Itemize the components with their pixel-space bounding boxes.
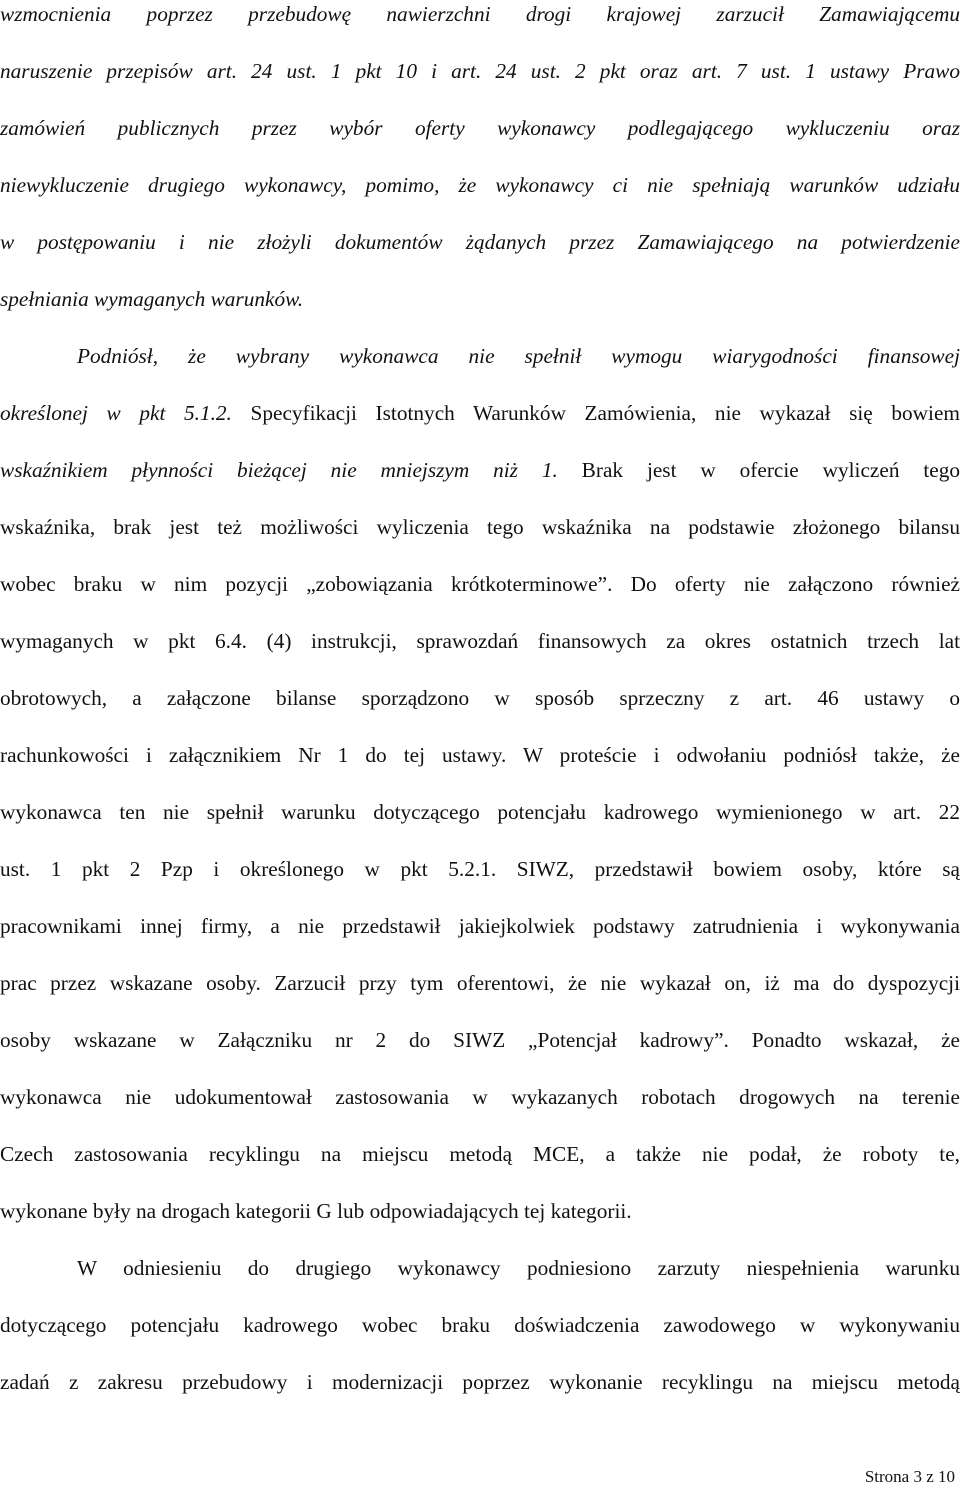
text-segment: wymaganych w pkt 6.4. (4) instrukcji, sprawozdań finansowych za okres ostatnich trzech lat [0,629,960,653]
text-segment: Czech zastosowania recyklingu na miejscu metodą MCE, a także nie podał, że roboty te, [0,1142,960,1166]
text-segment: w postępowaniu i nie złożyli dokumentów żądanych przez Zamawiającego na potwierdzenie [0,230,960,254]
text-line [0,955,960,1012]
text-segment: prac przez wskazane osoby. Zarzucił przy tym oferentowi, że nie wykazał on, iż ma do dyspozycji [0,971,960,995]
text-segment: Specyfikacji Istotnych Warunków Zamówienia, nie wykazał się bowiem [231,401,960,425]
text-segment: zamówień publicznych przez wybór oferty wykonawcy podlegającego wykluczeniu oraz [0,116,960,140]
text-segment: naruszenie przepisów art. 24 ust. 1 pkt 10 i art. 24 ust. 2 pkt oraz art. 7 ust. 1 ustawy Prawo [0,59,960,83]
text-segment: wykonawca ten nie spełnił warunku dotyczącego potencjału kadrowego wymienionego w art. 22 [0,800,960,824]
text-segment: wskaźnika, brak jest też możliwości wyliczenia tego wskaźnika na podstawie złożonego bilansu [0,515,960,539]
text-line [0,385,960,442]
text-line [0,613,960,670]
text-line [0,1354,960,1411]
text-line [0,271,960,328]
text-line [0,670,960,727]
text-segment: dotyczącego potencjału kadrowego wobec braku doświadczenia zawodowego w wykonywaniu [0,1313,960,1337]
text-line [0,898,960,955]
text-segment: Podniósł, że wybrany wykonawca nie spełnił wymogu wiarygodności finansowej [77,344,960,368]
text-line [0,0,960,43]
text-segment: wzmocnienia poprzez przebudowę nawierzchni drogi krajowej zarzucił Zamawiającemu [0,2,960,26]
text-segment: spełniania wymaganych warunków. [0,287,304,311]
text-line [0,556,960,613]
text-segment: zadań z zakresu przebudowy i modernizacji poprzez wykonanie recyklingu na miejscu metodą [0,1370,960,1394]
text-segment: wykonawca nie udokumentował zastosowania w wykazanych robotach drogowych na terenie [0,1085,960,1109]
text-segment: obrotowych, a załączone bilanse sporządzono w sposób sprzeczny z art. 46 ustawy o [0,686,960,710]
text-line [0,1069,960,1126]
text-segment: W odniesieniu do drugiego wykonawcy podniesiono zarzuty niespełnienia warunku [77,1256,960,1280]
text-segment: pracownikami innej firmy, a nie przedstawił jakiejkolwiek podstawy zatrudnienia i wykonywania [0,914,960,938]
text-line [0,1183,960,1240]
text-line [0,214,960,271]
text-line [0,1012,960,1069]
text-line [0,328,960,385]
text-segment: niewykluczenie drugiego wykonawcy, pomimo, że wykonawcy ci nie spełniają warunków udziału [0,173,960,197]
text-line [0,784,960,841]
text-line [0,727,960,784]
text-segment: osoby wskazane w Załączniku nr 2 do SIWZ „Potencjał kadrowy”. Ponadto wskazał, że [0,1028,960,1052]
text-line [0,157,960,214]
text-line [0,499,960,556]
text-line [0,100,960,157]
text-segment: wskaźnikiem płynności bieżącej nie mniejszym niż 1. [0,458,558,482]
text-line [0,1297,960,1354]
text-segment: wykonane były na drogach kategorii G lub odpowiadających tej kategorii. [0,1199,632,1223]
text-segment: ust. 1 pkt 2 Pzp i określonego w pkt 5.2.1. SIWZ, przedstawił bowiem osoby, które są [0,857,960,881]
text-segment: określonej w pkt 5.1.2. [0,401,232,425]
text-line [0,1126,960,1183]
text-line [0,1240,960,1297]
text-line [0,841,960,898]
text-segment: rachunkowości i załącznikiem Nr 1 do tej ustawy. W proteście i odwołaniu podniósł także, że [0,743,960,767]
text-segment: Brak jest w ofercie wyliczeń tego [557,458,960,482]
text-line [0,43,960,100]
page-number: Strona 3 z 10 [864,1467,955,1486]
text-segment: wobec braku w nim pozycji „zobowiązania krótkoterminowe”. Do oferty nie załączono również [0,572,960,596]
text-line [0,442,960,499]
